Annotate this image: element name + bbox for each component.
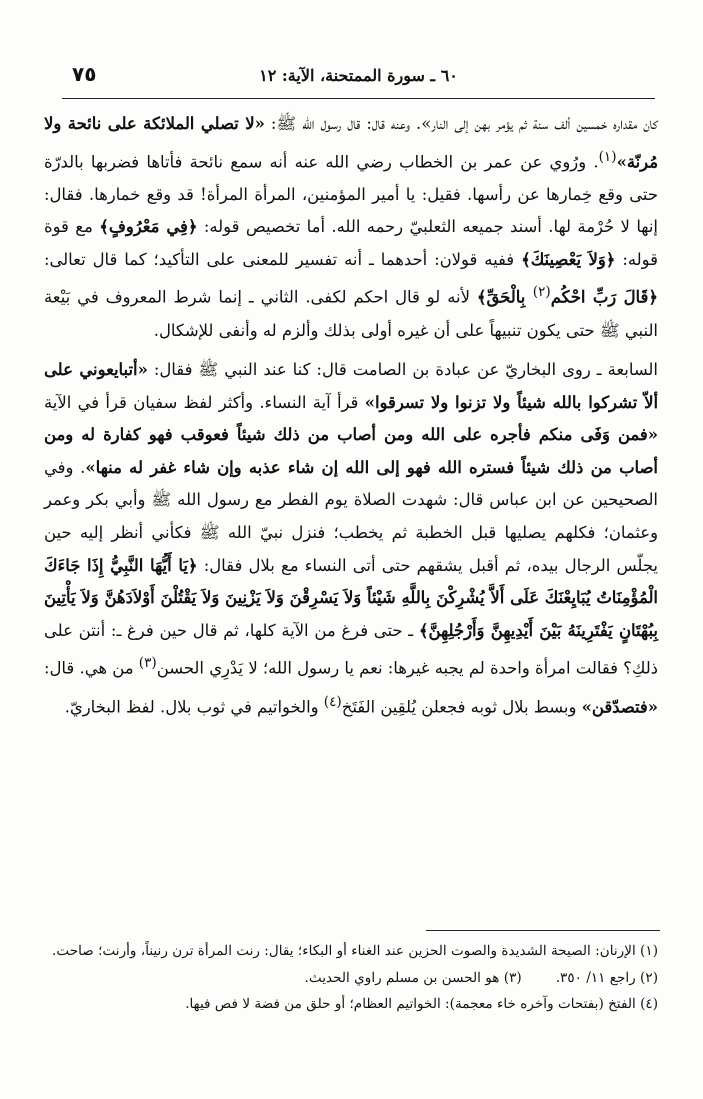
- quran-quote: ﴿يَا أَيُّهَا النَّبِيُّ إِذَا جَاءَكَ الْمُؤْمِنَاتُ يُبَايِعْنَكَ عَلَى أَلاَّ يُشْرِكْنَ بِاللَّهِ شَيْئاً وَلاَ يَسْرِقْنَ وَلاَ يَزْنِينَ وَلاَ يَقْتُلْنَ أَوْلاَدَهُنَّ وَلاَ يَأْتِينَ بِبُهْتَانٍ يَفْتَرِينَهُ بَيْنَ أَيْدِيهِنَّ وَأَرْجُلِهِنَّ﴾: [44, 555, 658, 640]
- text-run: كان مقداره خمسين ألف سنة ثم يؤمر بهن إلى النار». وعنه قال: قال رسول الله ﷺ:: [270, 114, 659, 133]
- text-run: ـ حتى فرغ من الآية كلها، ثم قال حين فرغ ـ: أنتن على ذلكِ؟ فقالت امرأة واحدة لم يجبه غيرها: نعم يا رسول الله؛ لا يَدْرِي الحسن: [44, 620, 658, 678]
- footnote-marker: (٢): [532, 284, 551, 301]
- page-number: ٧٥: [72, 62, 97, 86]
- hadith-quote: «أتبايعوني على ألاّ تشركوا بالله شيئاً ولا تزنوا ولا تسرقوا»: [44, 360, 659, 412]
- footnote-marker: (١): [598, 148, 617, 165]
- text-run: . ورُوي عن عمر بن الخطاب رضي الله عنه أنه سمع نائحة فأتاها فضربها بالدرّة حتى وقع خِمارها عن رأسها. فقيل: يا أمير المؤمنين، المرأة المرأة! قد وقع خمارها. فقال: إنها لا حُرْمة لها. أسند جميعه الثعلبيّ رحمه الله. أما تخصيص قوله:: [44, 152, 658, 237]
- quran-quote: ﴿قَالَ رَبِّ احْكُم: [550, 287, 658, 307]
- page-header: [62, 62, 655, 99]
- footnote-divider: [426, 930, 660, 931]
- footnote-row: [44, 965, 658, 992]
- text-run: من هي. قال:: [44, 658, 139, 678]
- quran-quote: بِالْحَقِّ﴾: [476, 287, 533, 307]
- paragraph: [44, 354, 658, 723]
- paragraph: [44, 108, 658, 347]
- footnote-marker: (٤): [323, 693, 342, 710]
- footnote-marker: (٣): [138, 655, 157, 672]
- hadith-quote: «لا تصلي الملائكة على نائحة ولا مُرنّة»: [44, 114, 658, 172]
- text-run: ففيه قولان: أحدهما ـ أنه تفسير للمعنى على التأكيد؛ كما قال تعالى:: [44, 249, 522, 269]
- footnote-1: (١) الإرنان: الصيحة الشديدة والصوت الحزين عند الغناء أو البكاء؛ يقال: رنت المرأة ترن رنيناً، وأرنت؛ صاحت.: [52, 943, 658, 959]
- footnote-3: (٣) هو الحسن بن مسلم راوي الحديث.: [304, 969, 522, 986]
- text-run: وبسط بلال ثوبه فجعلن يُلقِين الفَتَخ: [341, 696, 582, 716]
- quran-quote: ﴿فِي مَعْرُوفٍ﴾: [99, 217, 198, 237]
- hadith-quote: «فمن وَفَى منكم فأجره على الله ومن أصاب من ذلك شيئاً فعوقب فهو كفارة له ومن أصاب من ذلك شيئاً فستره الله فهو إلى الله إن شاء عذبه وإن شاء غفر له منها»: [44, 425, 658, 477]
- text-run: السابعة ـ روى البخاريّ عن عبادة بن الصامت قال: كنا عند النبي ﷺ فقال:: [147, 360, 658, 380]
- footnote-2: (٢) راجع ١١/ ٣٥٠.: [555, 969, 658, 986]
- text-run: مع قوة قوله:: [44, 217, 658, 269]
- hadith-quote: «فتصدّقن»: [581, 696, 658, 716]
- running-head: ٦٠ ـ سورة الممتحنة، الآية: ١٢: [259, 66, 458, 85]
- footnote-4: (٤) الفتخ (بفتحات وآخره خاء معجمة): الخواتيم العظام؛ أو حلق من فضة لا فص فيها.: [185, 996, 658, 1012]
- text-run: . وفي الصحيحين عن ابن عباس قال: شهدت الصلاة يوم الفطر مع رسول الله ﷺ وأبي بكر وعمر وعثمان؛ فكلهم يصليها قبل الخطبة ثم يخطب؛ فنزل نبيّ الله ﷺ فكأني أنظر إليه حين يجلّس الرجال بيده، ثم أقبل يشقهم حتى أتى النساء مع بلال فقال:: [44, 457, 658, 575]
- footnotes: [44, 938, 658, 1018]
- text-run: والخواتيم في ثوب بلال. لفظ البخاريّ.: [64, 696, 324, 716]
- text-run: قرأ آية النساء. وأكثر لفظ سفيان قرأ في الآية: [44, 392, 365, 412]
- text-run: لأنه لو قال احكم لكفى. الثاني ـ إنما شرط المعروف في بَيْعة النبي ﷺ حتى يكون تنبيهاً على أن غيره أولى بذلك وألزم له وأنفى للإشكال.: [44, 287, 658, 340]
- quran-quote: ﴿وَلاَ يَعْصِينَكَ﴾: [521, 249, 616, 269]
- main-text: [44, 108, 658, 724]
